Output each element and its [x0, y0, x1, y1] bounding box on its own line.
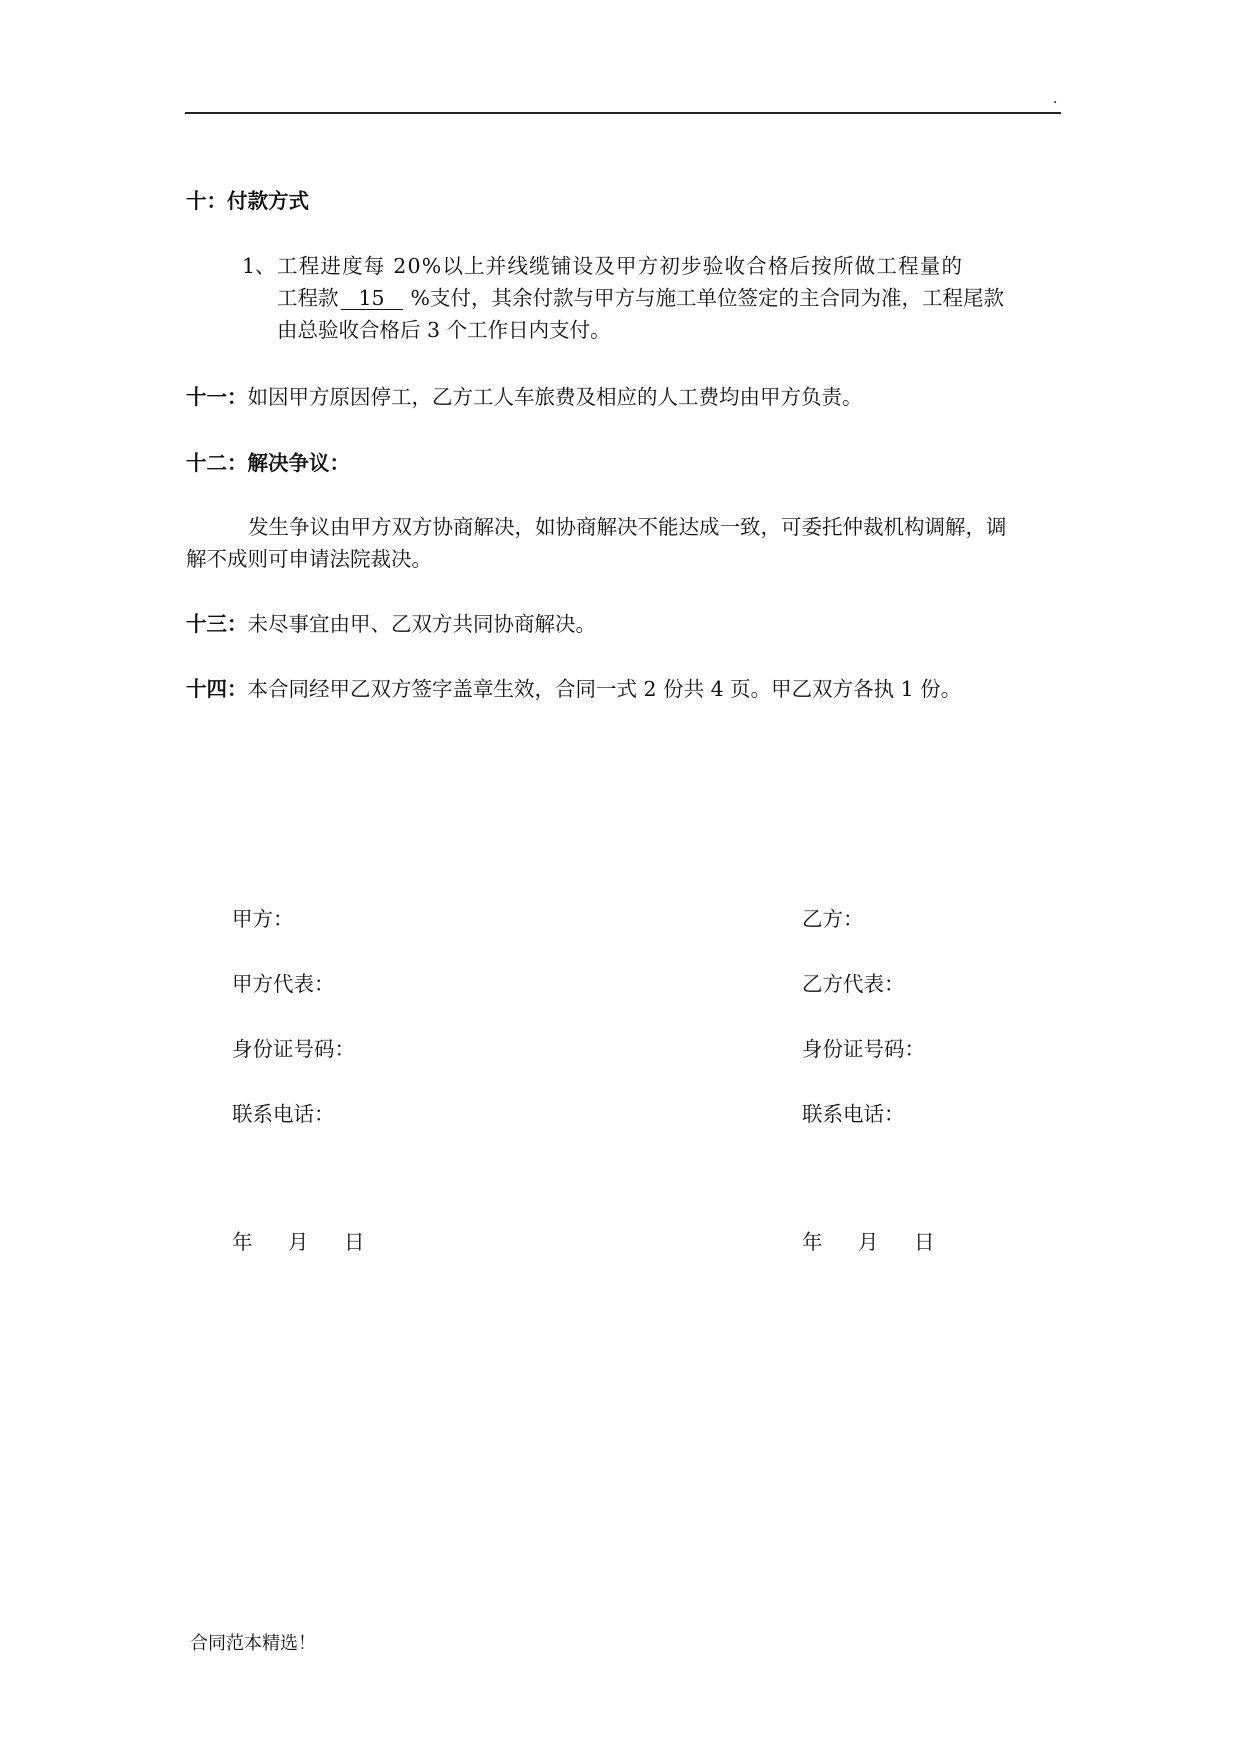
header-rule — [185, 112, 1061, 114]
party-a-month: 月 — [288, 1230, 309, 1254]
party-a-label: 甲方： — [232, 907, 294, 931]
party-a-id-label: 身份证号码： — [232, 1037, 355, 1061]
item-1-line-1: 工程进度每 20%以上并线缆铺设及甲方初步验收合格后按所做工程量的 — [277, 254, 964, 278]
item-1-number: 1、 — [242, 254, 276, 278]
section-14-text: 本合同经甲乙双方签字盖章生效，合同一式 2 份共 4 页。甲乙双方各执 1 份。 — [247, 677, 962, 701]
section-14 — [186, 676, 961, 702]
header-mark: . — [1053, 91, 1058, 107]
party-a-rep-label: 甲方代表： — [232, 972, 335, 996]
party-b-label: 乙方： — [802, 907, 864, 931]
party-b-id-label: 身份证号码： — [802, 1037, 925, 1061]
party-b-year: 年 — [802, 1230, 823, 1254]
section-14-label: 十四： — [186, 677, 248, 701]
party-a-year: 年 — [232, 1230, 253, 1254]
party-a-day: 日 — [344, 1230, 365, 1254]
party-b-rep-label: 乙方代表： — [802, 972, 905, 996]
section-13-label: 十三： — [186, 612, 248, 636]
item-1-line-2-suffix: %支付，其余付款与甲方与施工单位签定的主合同为准，工程尾款 — [410, 286, 1004, 310]
item-1-line-2 — [277, 285, 1004, 311]
party-b-day: 日 — [914, 1230, 935, 1254]
section-13-text: 未尽事宜由甲、乙双方共同协商解决。 — [247, 612, 596, 636]
section-11-label: 十一： — [186, 385, 248, 409]
party-a-date — [232, 1229, 365, 1255]
section-13 — [186, 611, 596, 637]
section-12-title: 十二：解决争议： — [186, 451, 350, 475]
footer-text: 合同范本精选！ — [190, 1633, 316, 1654]
section-12-para-line-2: 解不成则可申请法院裁决。 — [186, 547, 432, 571]
party-b-phone-label: 联系电话： — [802, 1102, 905, 1126]
section-11 — [186, 384, 863, 410]
item-1-line-3: 由总验收合格后 3 个工作日内支付。 — [277, 318, 611, 342]
section-10-title: 十：付款方式 — [186, 189, 309, 213]
party-a-phone-label: 联系电话： — [232, 1102, 335, 1126]
section-11-text: 如因甲方原因停工，乙方工人车旅费及相应的人工费均由甲方负责。 — [247, 385, 863, 409]
party-b-month: 月 — [858, 1230, 879, 1254]
party-b-date — [802, 1229, 935, 1255]
section-12-para-line-1: 发生争议由甲方双方协商解决，如协商解决不能达成一致，可委托仲裁机构调解，调 — [248, 515, 1007, 539]
item-1-line-2-prefix: 工程款 — [277, 286, 339, 310]
payment-percent-blank: 15 — [341, 287, 403, 310]
